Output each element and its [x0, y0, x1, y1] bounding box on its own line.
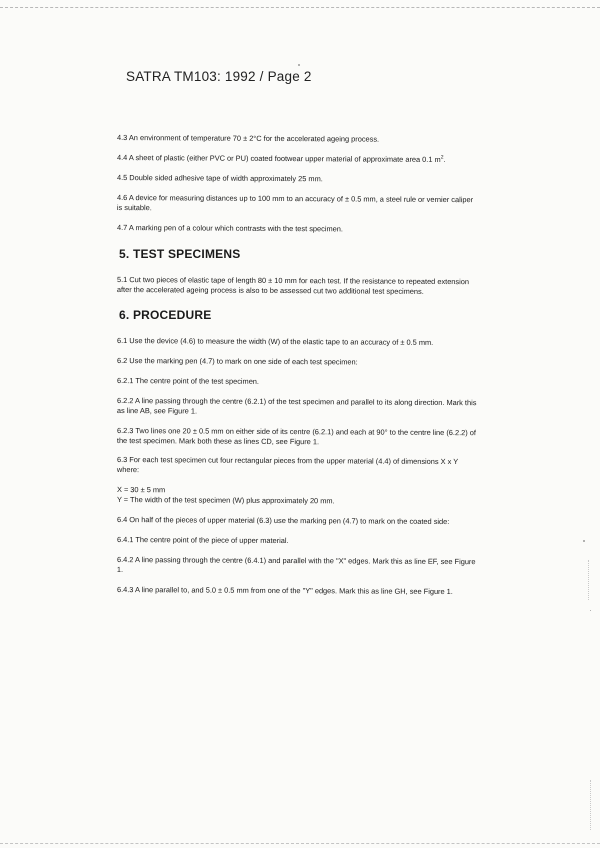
item-6-2-1: 6.2.1 The centre point of the test specimen. — [116, 375, 260, 386]
document-body — [117, 133, 477, 605]
item-4-4 — [117, 153, 477, 165]
item-6-2: 6.2 Use the marking pen (4.7) to mark on one side of each test specimen: — [116, 355, 358, 367]
item-6-4-3: 6.4.3 A line parallel to, and 5.0 ± 0.5 mm from one of the "Y" edges. Mark this as line GH, see Figure 1. — [116, 584, 453, 596]
scan-edge-bottom — [0, 843, 600, 844]
scan-speck — [298, 64, 300, 66]
scan-margin-mark — [588, 560, 589, 600]
dimension-x: X = 30 ± 5 mm — [116, 485, 166, 495]
dimension-y: Y = The width of the test specimen (W) plus approximately 20 mm. — [116, 494, 335, 506]
item-4-4-period: . — [443, 155, 446, 165]
scan-speck — [583, 540, 585, 542]
scan-edge-top — [0, 7, 600, 8]
scan-margin-mark — [590, 780, 591, 830]
item-4-4-text: 4.4 A sheet of plastic (either PVC or PU) coated footwear upper material of approximate area 0.1 m — [116, 153, 441, 165]
item-6-3: 6.3 For each test specimen cut four rectangular pieces from the upper material (4.4) of dimensions X x Y where: — [116, 455, 459, 475]
item-6-1: 6.1 Use the device (4.6) to measure the width (W) of the elastic tape to an accuracy of ± 0.5 mm. — [116, 335, 434, 347]
item-6-4-1: 6.4.1 The centre point of the piece of upper material. — [116, 534, 289, 545]
item-6-2-2: 6.2.2 A line passing through the centre (6.2.1) of the test specimen and parallel to its along direction. Mark this as line AB, see Figure 1. — [116, 396, 477, 416]
section-5-heading: 5. TEST SPECIMENS — [119, 246, 241, 261]
item-4-5: 4.5 Double sided adhesive tape of width approximately 25 mm. — [116, 173, 323, 184]
item-4-4-superscript: 2 — [440, 154, 444, 161]
scan-speck — [590, 610, 591, 611]
item-6-4-2: 6.4.2 A line passing through the centre (6.4.1) and parallel with the "X" edges. Mark this as line EF, see Figure 1. — [116, 554, 476, 574]
item-4-6: 4.6 A device for measuring distances up to 100 mm to an accuracy of ± 0.5 mm, a steel rule or vernier caliper is suitable. — [116, 193, 474, 213]
item-5-1: 5.1 Cut two pieces of elastic tape of length 80 ± 10 mm for each test. If the resistance to repeated extension after the accelerated ageing process is also to be assessed cut two additional test specimens. — [116, 274, 470, 296]
item-6-2-3: 6.2.3 Two lines one 20 ± 0.5 mm on either side of its centre (6.2.1) and each at 90° to the centre line (6.2.2) of the test specimen. Mark both these as lines CD, see Figure 1. — [116, 425, 476, 446]
page-header: SATRA TM103: 1992 / Page 2 — [126, 69, 312, 84]
section-6-heading: 6. PROCEDURE — [119, 307, 212, 322]
item-6-4: 6.4 On half of the pieces of upper material (6.3) use the marking pen (4.7) to mark on the coated side: — [116, 514, 450, 526]
item-4-3: 4.3 An environment of temperature 70 ± 2°C for the accelerated ageing process. — [116, 133, 380, 144]
item-4-7: 4.7 A marking pen of a colour which contrasts with the test specimen. — [116, 222, 343, 234]
